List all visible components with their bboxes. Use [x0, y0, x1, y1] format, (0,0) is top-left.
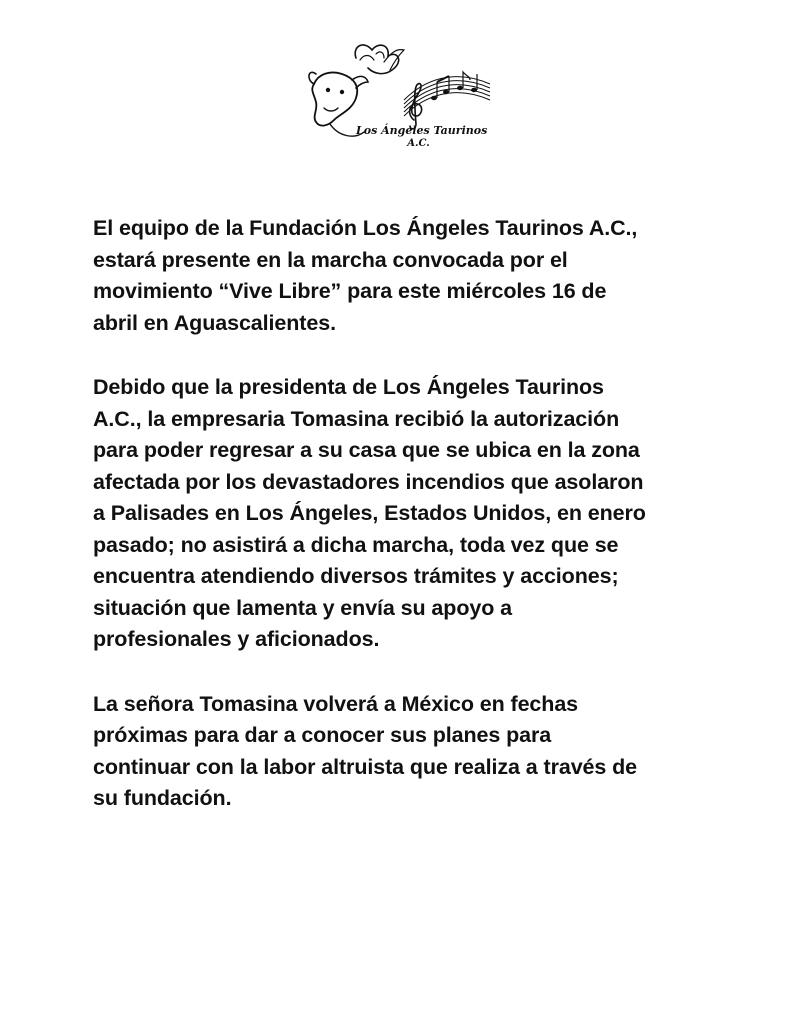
paragraph-line: estará presente en la marcha convocada por el	[93, 247, 568, 272]
paragraph-line: encuentra atendiendo diversos trámites y acciones;	[93, 564, 619, 588]
paragraph-line: abril en Aguascalientes.	[93, 310, 336, 335]
organization-logo	[294, 40, 494, 160]
paragraph-line: a Palisades en Los Ángeles, Estados Unidos, en enero	[93, 501, 646, 525]
paragraph-line: próximas para dar a conocer sus planes para	[93, 723, 552, 747]
paragraph-1	[93, 213, 733, 339]
paragraph-line: Debido que la presidenta de Los Ángeles Taurinos	[93, 375, 604, 399]
paragraph-line: El equipo de la Fundación Los Ángeles Taurinos A.C.,	[93, 216, 638, 240]
statement-body	[93, 213, 733, 815]
paragraph-line: para poder regresar a su casa que se ubica en la zona	[93, 438, 640, 462]
paragraph-line: pasado; no asistirá a dicha marcha, toda vez que se	[93, 532, 619, 557]
paragraph-line: movimiento “Vive Libre” para este miércoles 16 de	[93, 279, 607, 303]
paragraph-line: afectada por los devastadores incendios que asolaron	[93, 469, 644, 494]
paragraph-line: profesionales y aficionados.	[93, 627, 380, 651]
logo-organization-suffix: A.C.	[407, 138, 430, 149]
paragraph-line: su fundación.	[93, 786, 232, 810]
paragraph-line: continuar con la labor altruista que realiza a través de	[93, 754, 638, 779]
paragraph-line: A.C., la empresaria Tomasina recibió la autorización	[93, 406, 620, 431]
paragraph-line: La señora Tomasina volverá a México en fechas	[93, 691, 579, 716]
paragraph-line: situación que lamenta y envía su apoyo a	[93, 595, 512, 620]
paragraph-2	[93, 372, 733, 656]
paragraph-3	[93, 689, 733, 815]
logo-organization-name: Los Ángeles Taurinos	[356, 124, 488, 137]
